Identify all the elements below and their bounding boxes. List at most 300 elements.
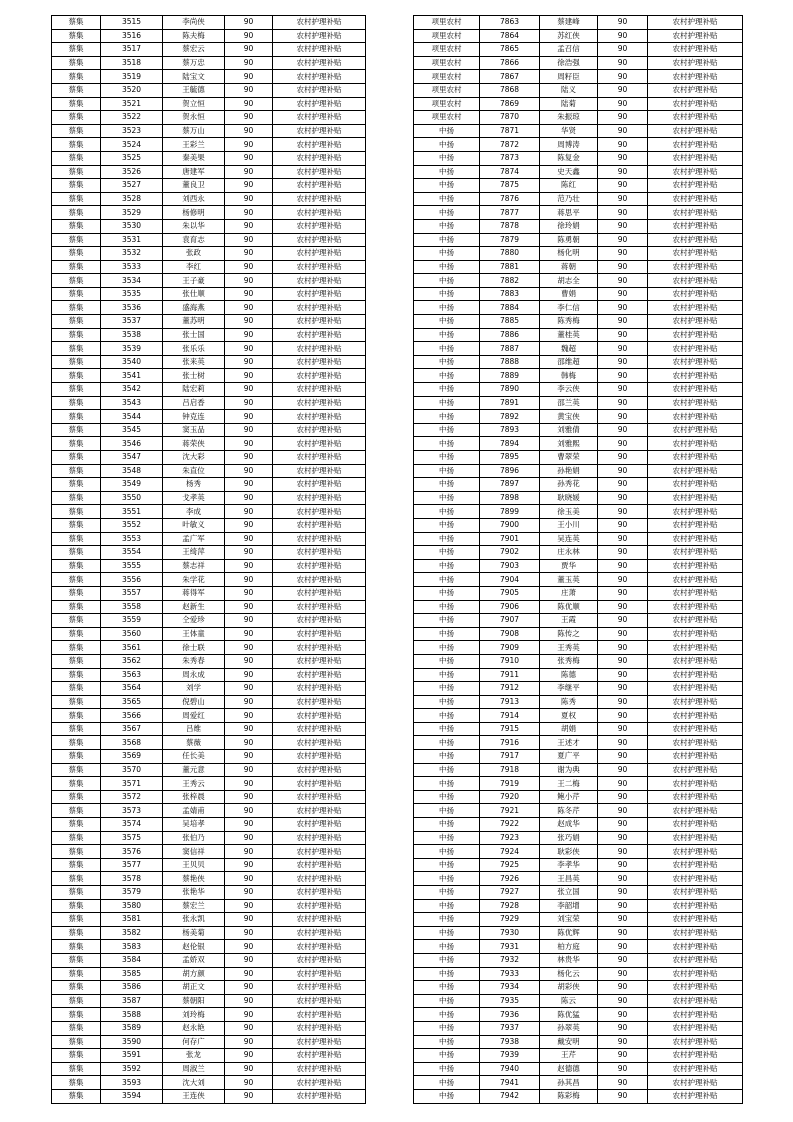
amount-cell: 90 [225,736,273,750]
amount-cell: 90 [598,654,648,668]
name-cell: 蔡薇 [163,736,225,750]
name-cell: 沈大彩 [163,451,225,465]
subsidy-type-cell: 农村护理补贴 [648,586,743,600]
subsidy-type-cell: 农村护理补贴 [273,1076,366,1090]
subsidy-type-cell: 农村护理补贴 [273,682,366,696]
name-cell: 朱直位 [163,464,225,478]
amount-cell: 90 [598,627,648,641]
amount-cell: 90 [225,559,273,573]
table-row [414,940,743,954]
village-cell: 中扬 [414,818,480,832]
village-cell: 蔡集 [52,845,101,859]
subsidy-type-cell: 农村护理补贴 [648,1008,743,1022]
amount-cell: 90 [225,16,273,30]
id-cell: 3585 [101,967,163,981]
table-row [414,192,743,206]
subsidy-type-cell: 农村护理补贴 [648,1049,743,1063]
subsidy-type-cell: 农村护理补贴 [648,600,743,614]
subsidy-type-cell: 农村护理补贴 [273,886,366,900]
table-row [414,383,743,397]
name-cell: 贺立恒 [163,97,225,111]
table-row [414,709,743,723]
table-row [52,573,366,587]
subsidy-type-cell: 农村护理补贴 [273,396,366,410]
village-cell: 蔡集 [52,1049,101,1063]
name-cell: 王连侠 [163,1089,225,1103]
subsidy-type-cell: 农村护理补贴 [648,532,743,546]
id-cell: 7875 [480,179,540,193]
amount-cell: 90 [225,274,273,288]
subsidy-type-cell: 农村护理补贴 [273,926,366,940]
name-cell: 陆宏莉 [163,383,225,397]
village-cell: 中扬 [414,410,480,424]
amount-cell: 90 [598,1049,648,1063]
id-cell: 3535 [101,287,163,301]
name-cell: 何存广 [163,1035,225,1049]
name-cell: 韩梅 [540,369,598,383]
name-cell: 赵成华 [540,818,598,832]
table-row [414,355,743,369]
amount-cell: 90 [598,831,648,845]
table-row [52,546,366,560]
name-cell: 林贵华 [540,953,598,967]
name-cell: 李继平 [540,682,598,696]
village-cell: 蔡集 [52,586,101,600]
id-cell: 7915 [480,722,540,736]
amount-cell: 90 [225,301,273,315]
name-cell: 李孝华 [540,858,598,872]
name-cell: 赵新生 [163,600,225,614]
amount-cell: 90 [225,97,273,111]
village-cell: 项里农村 [414,29,480,43]
subsidy-type-cell: 农村护理补贴 [273,586,366,600]
village-cell: 蔡集 [52,872,101,886]
amount-cell: 90 [598,518,648,532]
name-cell: 王彩兰 [163,138,225,152]
table-row [52,111,366,125]
id-cell: 3516 [101,29,163,43]
name-cell: 唐建军 [163,165,225,179]
table-row [414,233,743,247]
id-cell: 7904 [480,573,540,587]
table-row [414,818,743,832]
table-row [52,518,366,532]
subsidy-type-cell: 农村护理补贴 [273,1035,366,1049]
name-cell: 孟婧甫 [163,804,225,818]
village-cell: 中扬 [414,437,480,451]
name-cell: 戴安明 [540,1035,598,1049]
subsidy-type-cell: 农村护理补贴 [273,858,366,872]
subsidy-type-cell: 农村护理补贴 [273,1021,366,1035]
table-row [52,179,366,193]
subsidy-type-cell: 农村护理补贴 [273,1008,366,1022]
table-row [52,138,366,152]
table-row [52,396,366,410]
id-cell: 7888 [480,355,540,369]
amount-cell: 90 [225,124,273,138]
id-cell: 7876 [480,192,540,206]
amount-cell: 90 [225,287,273,301]
subsidy-type-cell: 农村护理补贴 [273,845,366,859]
table-row [414,1076,743,1090]
subsidy-type-cell: 农村护理补贴 [273,967,366,981]
table-row [414,831,743,845]
village-cell: 中扬 [414,1021,480,1035]
village-cell: 蔡集 [52,464,101,478]
subsidy-type-cell: 农村护理补贴 [273,654,366,668]
village-cell: 项里农村 [414,97,480,111]
table-row [414,627,743,641]
table-row [414,274,743,288]
amount-cell: 90 [225,967,273,981]
subsidy-type-cell: 农村护理补贴 [648,967,743,981]
id-cell: 7885 [480,315,540,329]
table-row [52,1089,366,1103]
village-cell: 中扬 [414,627,480,641]
subsidy-type-cell: 农村护理补贴 [648,994,743,1008]
village-cell: 蔡集 [52,478,101,492]
name-cell: 盛海燕 [163,301,225,315]
table-row [52,804,366,818]
id-cell: 3541 [101,369,163,383]
table-row [52,206,366,220]
id-cell: 7916 [480,736,540,750]
village-cell: 项里农村 [414,16,480,30]
subsidy-type-cell: 农村护理补贴 [273,1089,366,1103]
subsidy-type-cell: 农村护理补贴 [648,315,743,329]
table-row [52,43,366,57]
id-cell: 3578 [101,872,163,886]
name-cell: 王绮萍 [163,546,225,560]
name-cell: 孙秀花 [540,478,598,492]
name-cell: 魏超 [540,342,598,356]
amount-cell: 90 [225,328,273,342]
village-cell: 中扬 [414,831,480,845]
village-cell: 项里农村 [414,43,480,57]
amount-cell: 90 [225,369,273,383]
left-table-body [52,16,366,1104]
village-cell: 中扬 [414,1008,480,1022]
id-cell: 3538 [101,328,163,342]
subsidy-type-cell: 农村护理补贴 [273,478,366,492]
village-cell: 蔡集 [52,165,101,179]
id-cell: 3545 [101,423,163,437]
name-cell: 蔡建峰 [540,16,598,30]
village-cell: 中扬 [414,396,480,410]
name-cell: 朱秀春 [163,654,225,668]
village-cell: 蔡集 [52,614,101,628]
table-row [414,682,743,696]
name-cell: 王体童 [163,627,225,641]
village-cell: 中扬 [414,1035,480,1049]
amount-cell: 90 [225,600,273,614]
name-cell: 周博涛 [540,138,598,152]
subsidy-type-cell: 农村护理补贴 [648,396,743,410]
amount-cell: 90 [225,614,273,628]
amount-cell: 90 [225,423,273,437]
subsidy-type-cell: 农村护理补贴 [648,478,743,492]
table-row [414,315,743,329]
amount-cell: 90 [598,695,648,709]
table-row [414,247,743,261]
subsidy-type-cell: 农村护理补贴 [648,614,743,628]
amount-cell: 90 [598,410,648,424]
amount-cell: 90 [225,179,273,193]
amount-cell: 90 [225,913,273,927]
subsidy-type-cell: 农村护理补贴 [273,383,366,397]
subsidy-type-cell: 农村护理补贴 [273,872,366,886]
village-cell: 中扬 [414,179,480,193]
id-cell: 3525 [101,151,163,165]
id-cell: 7872 [480,138,540,152]
table-row [52,981,366,995]
amount-cell: 90 [598,709,648,723]
subsidy-type-cell: 农村护理补贴 [648,111,743,125]
amount-cell: 90 [225,260,273,274]
id-cell: 3539 [101,342,163,356]
village-cell: 蔡集 [52,953,101,967]
amount-cell: 90 [225,831,273,845]
village-cell: 中扬 [414,1049,480,1063]
name-cell: 陈优猛 [540,1008,598,1022]
subsidy-type-cell: 农村护理补贴 [273,233,366,247]
name-cell: 王芹 [540,1049,598,1063]
name-cell: 胡方颜 [163,967,225,981]
name-cell: 孙艳娟 [540,464,598,478]
table-row [52,818,366,832]
table-row [414,1062,743,1076]
village-cell: 蔡集 [52,437,101,451]
name-cell: 陈德 [540,668,598,682]
name-cell: 王述才 [540,736,598,750]
subsidy-type-cell: 农村护理补贴 [648,328,743,342]
subsidy-type-cell: 农村护理补贴 [273,614,366,628]
subsidy-type-cell: 农村护理补贴 [648,355,743,369]
amount-cell: 90 [598,668,648,682]
subsidy-type-cell: 农村护理补贴 [648,845,743,859]
name-cell: 陈传之 [540,627,598,641]
amount-cell: 90 [598,899,648,913]
table-row [52,763,366,777]
amount-cell: 90 [225,451,273,465]
village-cell: 蔡集 [52,654,101,668]
amount-cell: 90 [225,138,273,152]
amount-cell: 90 [225,192,273,206]
id-cell: 7921 [480,804,540,818]
name-cell: 胡彩侠 [540,981,598,995]
table-row [414,1049,743,1063]
table-row [414,600,743,614]
table-row [52,29,366,43]
id-cell: 7935 [480,994,540,1008]
village-cell: 蔡集 [52,192,101,206]
name-cell: 张龙 [163,1049,225,1063]
village-cell: 蔡集 [52,627,101,641]
subsidy-type-cell: 农村护理补贴 [273,818,366,832]
name-cell: 张政 [163,247,225,261]
id-cell: 7884 [480,301,540,315]
name-cell: 赵永艳 [163,1021,225,1035]
id-cell: 7877 [480,206,540,220]
id-cell: 7900 [480,518,540,532]
id-cell: 3527 [101,179,163,193]
name-cell: 吕启香 [163,396,225,410]
table-row [52,614,366,628]
id-cell: 3544 [101,410,163,424]
table-row [52,831,366,845]
village-cell: 中扬 [414,777,480,791]
table-row [414,886,743,900]
id-cell: 3574 [101,818,163,832]
village-cell: 中扬 [414,600,480,614]
table-row [52,342,366,356]
table-row [52,192,366,206]
subsidy-type-cell: 农村护理补贴 [273,994,366,1008]
village-cell: 蔡集 [52,886,101,900]
table-row [52,491,366,505]
village-cell: 蔡集 [52,532,101,546]
id-cell: 3515 [101,16,163,30]
amount-cell: 90 [225,342,273,356]
name-cell: 董桂英 [540,328,598,342]
table-row [52,709,366,723]
table-row [52,16,366,30]
village-cell: 蔡集 [52,518,101,532]
amount-cell: 90 [598,124,648,138]
subsidy-type-cell: 农村护理补贴 [273,451,366,465]
village-cell: 中扬 [414,845,480,859]
table-row [52,151,366,165]
village-cell: 蔡集 [52,491,101,505]
name-cell: 孟广军 [163,532,225,546]
name-cell: 胡正文 [163,981,225,995]
subsidy-type-cell: 农村护理补贴 [273,573,366,587]
amount-cell: 90 [598,573,648,587]
table-row [414,532,743,546]
table-row [52,287,366,301]
village-cell: 蔡集 [52,600,101,614]
table-row [52,437,366,451]
village-cell: 蔡集 [52,233,101,247]
village-cell: 蔡集 [52,709,101,723]
amount-cell: 90 [225,994,273,1008]
subsidy-type-cell: 农村护理补贴 [648,831,743,845]
id-cell: 3552 [101,518,163,532]
id-cell: 7897 [480,478,540,492]
id-cell: 7910 [480,654,540,668]
amount-cell: 90 [598,70,648,84]
table-row [52,355,366,369]
village-cell: 蔡集 [52,1035,101,1049]
subsidy-type-cell: 农村护理补贴 [648,736,743,750]
table-row [414,967,743,981]
name-cell: 董苏明 [163,315,225,329]
village-cell: 蔡集 [52,790,101,804]
village-cell: 蔡集 [52,29,101,43]
id-cell: 3553 [101,532,163,546]
id-cell: 7889 [480,369,540,383]
id-cell: 3563 [101,668,163,682]
amount-cell: 90 [225,722,273,736]
village-cell: 项里农村 [414,56,480,70]
name-cell: 孟娇双 [163,953,225,967]
village-cell: 蔡集 [52,287,101,301]
village-cell: 中扬 [414,953,480,967]
id-cell: 3543 [101,396,163,410]
id-cell: 7901 [480,532,540,546]
subsidy-type-cell: 农村护理补贴 [648,886,743,900]
amount-cell: 90 [225,926,273,940]
village-cell: 蔡集 [52,124,101,138]
name-cell: 刘宝荣 [540,913,598,927]
amount-cell: 90 [598,219,648,233]
id-cell: 3518 [101,56,163,70]
amount-cell: 90 [598,546,648,560]
subsidy-type-cell: 农村护理补贴 [648,423,743,437]
id-cell: 3571 [101,777,163,791]
id-cell: 7881 [480,260,540,274]
table-row [52,953,366,967]
name-cell: 王霞 [540,614,598,628]
amount-cell: 90 [225,872,273,886]
name-cell: 蔡朝阳 [163,994,225,1008]
amount-cell: 90 [598,111,648,125]
table-row [414,994,743,1008]
id-cell: 3566 [101,709,163,723]
amount-cell: 90 [598,967,648,981]
village-cell: 蔡集 [52,695,101,709]
amount-cell: 90 [225,668,273,682]
name-cell: 谢为典 [540,763,598,777]
subsidy-type-cell: 农村护理补贴 [273,138,366,152]
amount-cell: 90 [225,981,273,995]
amount-cell: 90 [598,491,648,505]
amount-cell: 90 [225,804,273,818]
table-row [414,953,743,967]
subsidy-type-cell: 农村护理补贴 [273,29,366,43]
name-cell: 杨化云 [540,967,598,981]
amount-cell: 90 [598,342,648,356]
table-row [52,83,366,97]
table-row [414,451,743,465]
name-cell: 张艳华 [163,886,225,900]
village-cell: 中扬 [414,219,480,233]
table-row [52,913,366,927]
amount-cell: 90 [598,586,648,600]
name-cell: 李仁信 [540,301,598,315]
id-cell: 3529 [101,206,163,220]
table-row [52,994,366,1008]
village-cell: 中扬 [414,994,480,1008]
subsidy-type-cell: 农村护理补贴 [648,913,743,927]
name-cell: 陆宝文 [163,70,225,84]
table-row [414,83,743,97]
table-row [414,586,743,600]
village-cell: 蔡集 [52,219,101,233]
subsidy-type-cell: 农村护理补贴 [648,383,743,397]
village-cell: 蔡集 [52,981,101,995]
village-cell: 蔡集 [52,342,101,356]
amount-cell: 90 [598,179,648,193]
village-cell: 蔡集 [52,355,101,369]
subsidy-type-cell: 农村护理补贴 [648,29,743,43]
table-row [414,654,743,668]
amount-cell: 90 [225,886,273,900]
right-subsidy-table [413,15,743,1104]
name-cell: 张士树 [163,369,225,383]
amount-cell: 90 [598,464,648,478]
id-cell: 3556 [101,573,163,587]
